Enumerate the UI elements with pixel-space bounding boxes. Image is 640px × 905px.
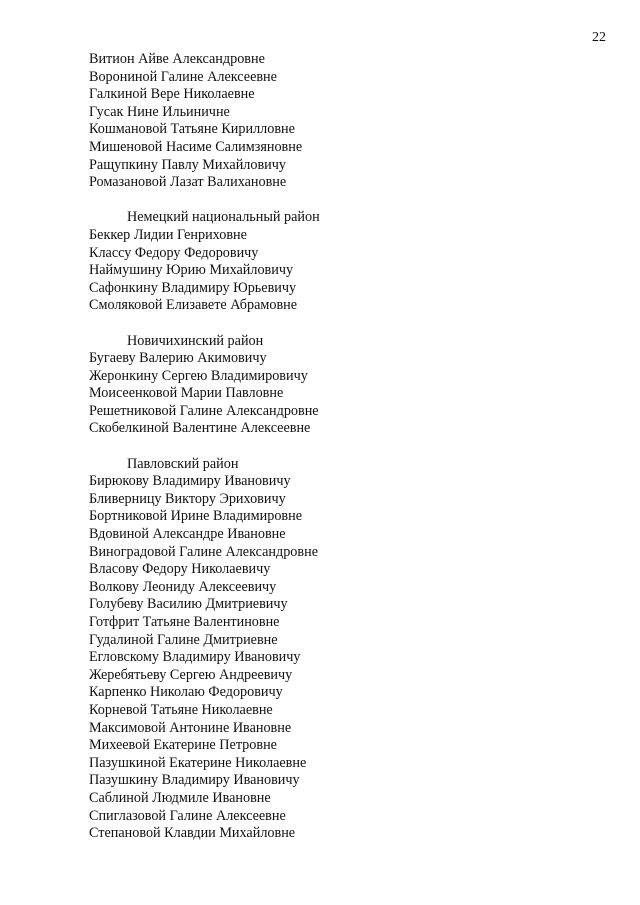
section-pavlovsky: [89, 456, 609, 843]
list-item: Бливерницу Виктору Эриховичу: [89, 490, 286, 507]
list-item: Смоляковой Елизавете Абрамовне: [89, 297, 298, 314]
list-item: Карпенко Николаю Федоровичу: [89, 684, 283, 701]
list-item: Бортниковой Ирине Владимировне: [89, 508, 302, 525]
list-item: Готфрит Татьяне Валентиновне: [89, 614, 280, 630]
list-item: Мишеновой Насиме Салимзяновне: [89, 138, 303, 155]
list-item: Максимовой Антонине Ивановне: [89, 719, 292, 736]
section-nemetsky: [89, 209, 609, 315]
list-item: Наймушину Юрию Михайловичу: [89, 262, 294, 279]
list-item: Ращупкину Павлу Михайловичу: [89, 156, 286, 173]
list-item: Пазушкину Владимиру Ивановичу: [89, 772, 300, 789]
list-item: Решетниковой Галине Александровне: [89, 402, 319, 419]
list-item: Голубеву Василию Дмитриевичу: [89, 596, 288, 613]
list-item: Гудалиной Галине Дмитриевне: [89, 631, 278, 648]
list-item: Виноградовой Галине Александровне: [89, 543, 318, 560]
section-novichikhinsky: [89, 333, 609, 439]
list-item: Галкиной Вере Николаевне: [89, 86, 255, 103]
list-item: Витион Айве Александровне: [89, 51, 265, 67]
page-number: 22: [592, 30, 606, 45]
list-item: Гусак Нине Ильиничне: [89, 103, 230, 120]
list-item: Кошмановой Татьяне Кирилловне: [89, 121, 295, 138]
list-item: Жеронкину Сергею Владимировичу: [89, 367, 308, 384]
list-item: Саблиной Людмиле Ивановне: [89, 789, 271, 806]
list-item: Скобелкиной Валентине Алексеевне: [89, 420, 311, 437]
list-item: Волкову Леониду Алексеевичу: [89, 578, 277, 595]
list-item: Беккер Лидии Генриховне: [89, 226, 247, 243]
list-item: Жеребятьеву Сергею Андреевичу: [89, 666, 293, 683]
list-item: Классу Федору Федоровичу: [89, 244, 259, 261]
list-item: Бугаеву Валерию Акимовичу: [89, 350, 267, 367]
list-item: Бирюкову Владимиру Ивановичу: [89, 473, 291, 490]
list-item: Сафонкину Владимиру Юрьевичу: [89, 279, 297, 296]
document-body: [89, 51, 609, 843]
section-spacer: [89, 438, 609, 456]
list-item: Ромазановой Лазат Валихановне: [89, 174, 287, 191]
section-heading: Немецкий национальный район: [127, 209, 320, 226]
intro-name-list: [89, 51, 609, 192]
list-item: Пазушкиной Екатерине Николаевне: [89, 754, 307, 771]
list-item: Ворониной Галине Алексеевне: [89, 68, 277, 85]
list-item: Корневой Татьяне Николаевне: [89, 701, 273, 718]
list-item: Моисеенковой Марии Павловне: [89, 385, 284, 402]
section-heading: Павловский район: [127, 455, 239, 472]
list-item: Спиглазовой Галине Алексеевне: [89, 807, 286, 824]
section-spacer: [89, 192, 609, 210]
section-spacer: [89, 315, 609, 333]
list-item: Степановой Клавдии Михайловне: [89, 825, 296, 842]
list-item: Вдовиной Александре Ивановне: [89, 526, 286, 543]
list-item: Егловскому Владимиру Ивановичу: [89, 649, 301, 666]
section-heading: Новичихинский район: [127, 332, 264, 349]
list-item: Власову Федору Николаевичу: [89, 561, 271, 578]
list-item: Михеевой Екатерине Петровне: [89, 737, 277, 754]
